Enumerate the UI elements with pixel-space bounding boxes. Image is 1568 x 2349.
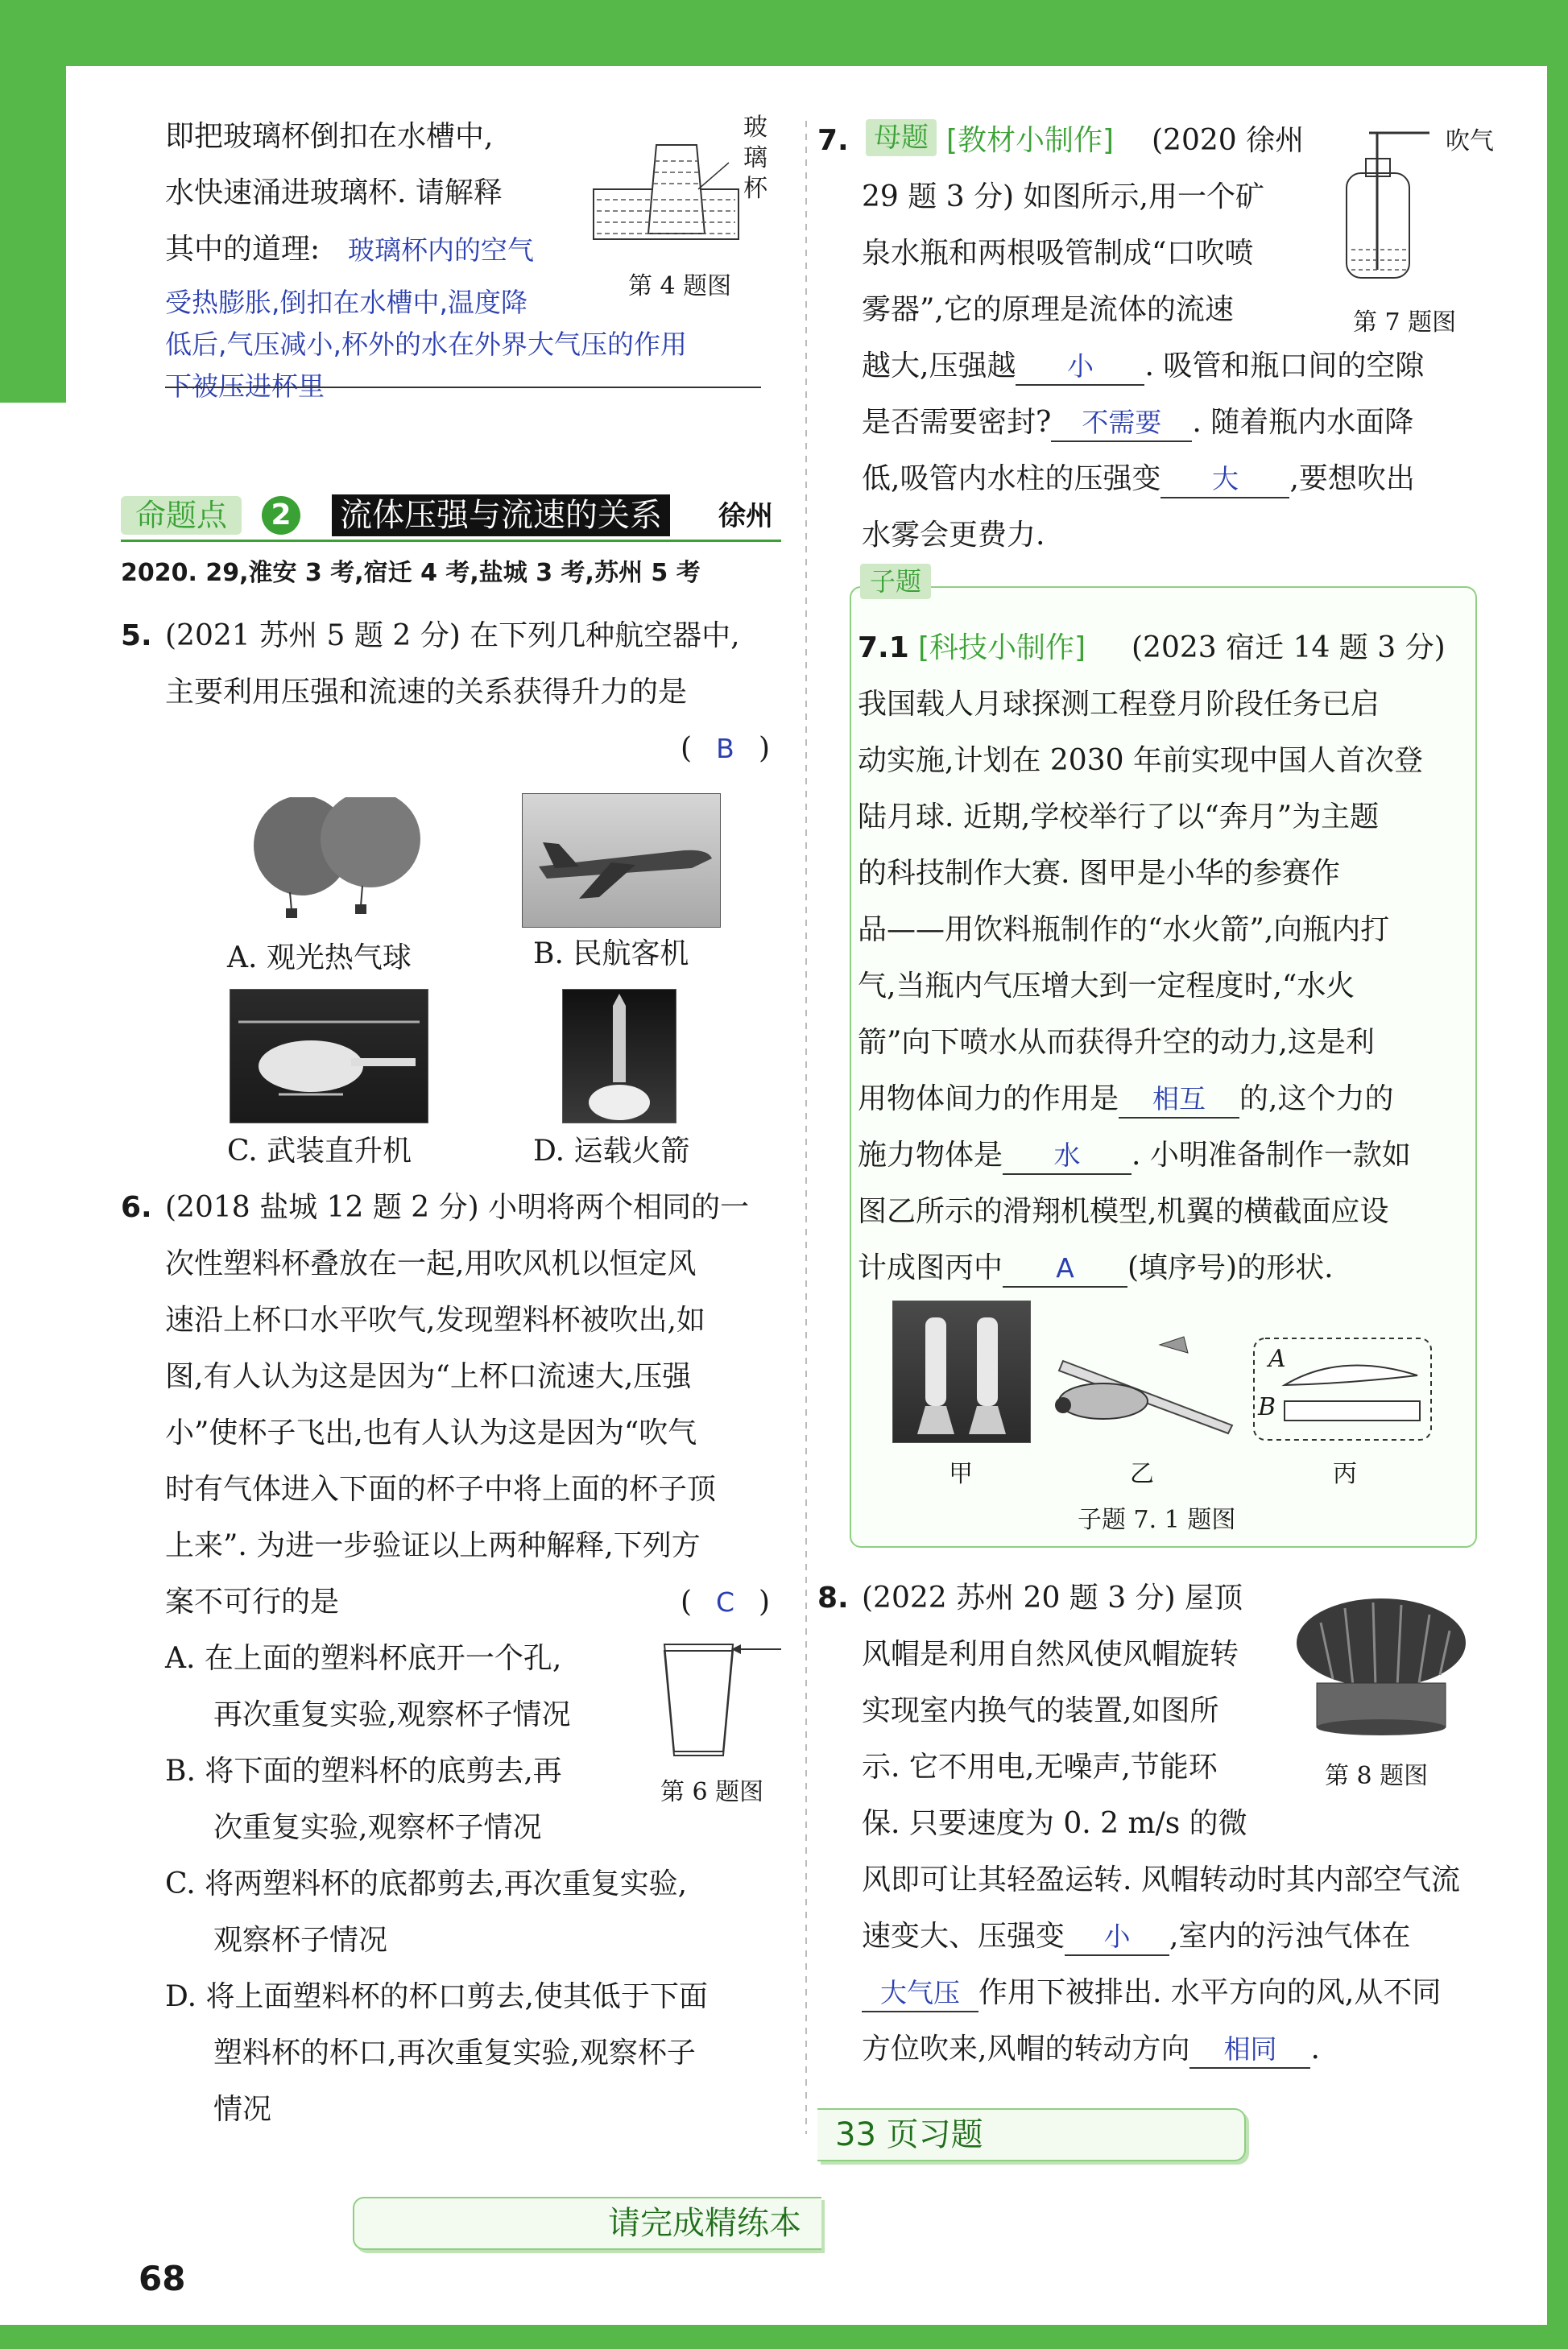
- q7-line5: [862, 338, 1424, 395]
- fig-label-jia: 甲: [949, 1460, 973, 1488]
- q6-number: 6.: [121, 1191, 152, 1224]
- q7-line6: [862, 395, 1413, 451]
- hot-air-balloon-image: [242, 797, 427, 926]
- sub71-line4: 的科技制作大赛. 图甲是小华的参赛作: [858, 857, 1340, 890]
- section2-meta: 2020. 29,淮安 3 考,宿迁 4 考,盐城 3 考,苏州 5 考: [121, 559, 701, 587]
- wing-shape-b: [1285, 1401, 1420, 1421]
- sub71-blank-2: 水: [1003, 1138, 1132, 1175]
- page-frame-bottom: [0, 2325, 1568, 2349]
- sub71-blank-1: 相互: [1119, 1081, 1239, 1119]
- sub71-line9-a: 施力物体是: [858, 1139, 1003, 1172]
- wing-shape-a: [1285, 1366, 1417, 1386]
- page-frame-right: [1547, 0, 1568, 2349]
- q7-line6-b: . 随着瓶内水面降: [1192, 406, 1414, 439]
- q7-blank-3: 大: [1160, 461, 1289, 498]
- q5-line2: 主要利用压强和流速的关系获得升力的是: [165, 676, 688, 709]
- q6-line1: (2018 盐城 12 题 2 分) 小明将两个相同的一: [165, 1191, 750, 1224]
- q7-line2: 29 题 3 分) 如图所示,用一个矿: [862, 180, 1264, 213]
- q6-line8: 案不可行的是: [165, 1586, 340, 1619]
- sub71-line8-b: 的,这个力的: [1239, 1082, 1394, 1115]
- sub71-line9: [858, 1127, 1411, 1184]
- q6-option-a-line1: A. 在上面的塑料杯底开一个孔,: [165, 1642, 562, 1675]
- q7-line8: 水雾会更费力.: [862, 519, 1045, 552]
- q6-line6: 时有气体进入下面的杯子中将上面的杯子顶: [165, 1473, 717, 1506]
- sub71-number: 7.1: [858, 631, 909, 664]
- q7-line7-b: ,要想吹出: [1289, 462, 1415, 495]
- q4-answer-2: 受热膨胀,倒扣在水槽中,温度降: [165, 287, 527, 318]
- page-number: 68: [139, 2259, 186, 2298]
- sub71-blank-3: A: [1003, 1251, 1127, 1288]
- q7-line4: 雾器”,它的原理是流体的流速: [862, 293, 1234, 326]
- q6-option-d-line3: 情况: [213, 2093, 272, 2126]
- page-frame-left: [0, 0, 66, 403]
- q6-option-c-line1: C. 将两塑料杯的底都剪去,再次重复实验,: [165, 1867, 688, 1900]
- q6-answer-paren: [681, 1574, 770, 1631]
- lower-cup: [664, 1651, 733, 1756]
- q7-line7-a: 低,吸管内水柱的压强变: [862, 462, 1161, 495]
- q8-line9: [862, 2021, 1320, 2078]
- q7-line3: 泉水瓶和两根吸管制成“口吹喷: [862, 237, 1254, 270]
- upper-cup: [664, 1644, 733, 1751]
- q6-option-d-line1: D. 将上面塑料杯的杯口剪去,使其低于下面: [165, 1980, 708, 2013]
- q6-option-d-line2: 塑料杯的杯口,再次重复实验,观察杯子: [213, 2037, 696, 2070]
- q7-line7: [862, 451, 1415, 507]
- q6-paren-close: ): [758, 1586, 770, 1619]
- sub71-line7: 箭”向下喷水从而获得升空的动力,这是利: [858, 1026, 1375, 1059]
- q4-line2: 水快速涌进玻璃杯. 请解释: [165, 176, 503, 209]
- q6-line4: 图,有人认为这是因为“上杯口流速大,压强: [165, 1360, 692, 1393]
- q8-line1: (2022 苏州 20 题 3 分) 屋顶: [862, 1582, 1243, 1615]
- sub71-line9-b: . 小明准备制作一款如: [1132, 1139, 1411, 1172]
- q6-option-b-line1: B. 将下面的塑料杯的底剪去,再: [165, 1755, 562, 1788]
- q7-mother-tag: 母题: [866, 119, 937, 156]
- q6-figure: [660, 1635, 789, 1764]
- q8-line4: 示. 它不用电,无噪声,节能环: [862, 1751, 1218, 1784]
- q4-line1: 即把玻璃杯倒扣在水槽中,: [165, 120, 494, 153]
- column-separator: [805, 121, 807, 2134]
- rocket-image: [562, 989, 676, 1123]
- water-rocket-image: [892, 1301, 1031, 1443]
- section2-title: 流体压强与流速的关系: [332, 494, 670, 536]
- q7-line5-a: 越大,压强越: [862, 349, 1016, 383]
- q5-paren-close: ): [758, 732, 770, 765]
- q4-fig-label-1: 玻: [743, 114, 767, 142]
- q8-blank-2: 大气压: [862, 1975, 978, 2012]
- sub71-line11-a: 计成图丙中: [858, 1251, 1003, 1284]
- sub71-line2: 动实施,计划在 2030 年前实现中国人首次登: [858, 744, 1423, 777]
- q8-line5: 保. 只要速度为 0. 2 m/s 的微: [862, 1807, 1247, 1840]
- wing-label-b: B: [1258, 1393, 1276, 1421]
- q4-answer-3: 低后,气压减小,杯外的水在外界大气压的作用: [165, 329, 687, 360]
- sub71-caption: 子题 7. 1 题图: [1078, 1506, 1236, 1534]
- airliner-image: [522, 793, 721, 928]
- q5-option-a: A. 观光热气球: [227, 941, 412, 974]
- q5-line1: (2021 苏州 5 题 2 分) 在下列几种航空器中,: [165, 619, 740, 652]
- q7-caption: 第 7 题图: [1353, 308, 1457, 337]
- exercise-link[interactable]: [817, 2108, 1246, 2161]
- q4-answer-line: [165, 387, 761, 388]
- sub71-line3: 陆月球. 近期,学校举行了以“奔月”为主题: [858, 800, 1380, 833]
- glass-cup: [648, 145, 705, 234]
- section2-header: [121, 493, 781, 542]
- q8-line8-b: 作用下被排出. 水平方向的风,从不同: [978, 1976, 1442, 2009]
- q5-paren-open: (: [681, 732, 693, 765]
- q4-answer-1: 玻璃杯内的空气: [348, 234, 534, 266]
- q6-paren-open: (: [681, 1586, 693, 1619]
- q4-fig-label-3: 杯: [743, 175, 767, 203]
- sub71-line10: 图乙所示的滑翔机模型,机翼的横截面应设: [858, 1195, 1389, 1228]
- q5-option-b: B. 民航客机: [533, 937, 689, 970]
- section2-badge-number: 2: [262, 496, 300, 535]
- q6-line3: 速沿上杯口水平吹气,发现塑料杯被吹出,如: [165, 1304, 705, 1337]
- sub71-line1: 我国载人月球探测工程登月阶段任务已启: [858, 688, 1380, 721]
- q7-line6-a: 是否需要密封?: [862, 406, 1052, 439]
- practice-link[interactable]: [353, 2197, 821, 2250]
- q4-line3: 其中的道理:: [165, 233, 321, 266]
- sub71-line0: (2023 宿迁 14 题 3 分): [1132, 631, 1446, 664]
- sub71-tag: [科技小制作]: [918, 631, 1086, 664]
- sub71-line11-b: (填序号)的形状.: [1127, 1251, 1334, 1284]
- sub-question-header: 子题: [860, 564, 931, 599]
- q8-line2: 风帽是利用自然风使风帽旋转: [862, 1638, 1239, 1671]
- glider-model-image: [1047, 1329, 1240, 1441]
- helicopter-image: [230, 989, 428, 1123]
- sub71-line8-a: 用物体间力的作用是: [858, 1082, 1119, 1115]
- q6-line5: 小”使杯子飞出,也有人认为这是因为“吹气: [165, 1416, 697, 1450]
- sub71-line6: 气,当瓶内气压增大到一定程度时,“水火: [858, 970, 1355, 1003]
- sub71-line8: [858, 1071, 1393, 1127]
- q5-answer: B: [716, 733, 734, 764]
- q8-blank-1: 小: [1065, 1919, 1169, 1956]
- sub71-line5: 品——用饮料瓶制作的“水火箭”,向瓶内打: [858, 913, 1390, 946]
- practice-label: 请完成精练本: [608, 2205, 801, 2242]
- q8-line9-b: .: [1310, 2033, 1320, 2066]
- q6-caption: 第 6 题图: [660, 1778, 764, 1806]
- q6-option-a-line2: 再次重复实验,观察杯子情况: [213, 1698, 571, 1731]
- fig-label-bing: 丙: [1333, 1460, 1357, 1488]
- q7-figure: [1337, 117, 1434, 294]
- q8-line6: 风即可让其轻盈运转. 风帽转动时其内部空气流: [862, 1863, 1460, 1896]
- q8-line9-a: 方位吹来,风帽的转动方向: [862, 2033, 1190, 2066]
- roof-ventilator-image: [1289, 1590, 1474, 1739]
- q8-line7: [862, 1909, 1410, 1965]
- q7-blank-1: 小: [1016, 349, 1144, 386]
- section2-region: 徐州: [718, 500, 773, 532]
- q5-option-c: C. 武装直升机: [227, 1135, 412, 1168]
- q7-line1: (2020 徐州: [1152, 124, 1305, 157]
- q6-answer: C: [715, 1586, 735, 1618]
- q4-fig-label-2: 璃: [743, 144, 767, 172]
- q8-line8: [862, 1965, 1441, 2021]
- q8-blank-3: 相同: [1189, 2032, 1310, 2069]
- q7-fig-label: 吹气: [1446, 127, 1494, 155]
- q8-number: 8.: [817, 1582, 849, 1615]
- q7-line5-b: . 吸管和瓶口间的空隙: [1144, 349, 1425, 383]
- sub71-line11: [858, 1240, 1334, 1296]
- wing-label-a: A: [1268, 1345, 1286, 1373]
- exercise-label: 33 页习题: [835, 2116, 983, 2153]
- q6-line2: 次性塑料杯叠放在一起,用吹风机以恒定风: [165, 1247, 697, 1280]
- q4-caption: 第 4 题图: [628, 272, 732, 300]
- q7-blank-2: 不需要: [1051, 405, 1192, 442]
- fig-label-yi: 乙: [1130, 1460, 1154, 1488]
- q4-fig-label: [739, 113, 772, 205]
- q7-number: 7.: [817, 124, 849, 157]
- q8-line3: 实现室内换气的装置,如图所: [862, 1694, 1219, 1727]
- q4-answer-4: 下被压进杯里: [165, 370, 325, 402]
- q6-option-b-line2: 次重复实验,观察杯子情况: [213, 1811, 542, 1844]
- q5-answer-paren: [681, 721, 770, 777]
- q6-option-c-line2: 观察杯子情况: [213, 1924, 388, 1957]
- page-frame-top: [0, 0, 1568, 66]
- q5-number: 5.: [121, 619, 152, 652]
- q5-option-d: D. 运载火箭: [533, 1135, 690, 1168]
- q8-caption: 第 8 题图: [1325, 1762, 1429, 1790]
- q6-line7: 上来”. 为进一步验证以上两种解释,下列方: [165, 1529, 701, 1562]
- section2-badge: 命题点: [121, 496, 242, 535]
- q8-line7-b: ,室内的污浊气体在: [1169, 1920, 1411, 1953]
- q8-line7-a: 速变大、压强变: [862, 1920, 1065, 1953]
- q7-textbook-tag: [教材小制作]: [946, 124, 1115, 157]
